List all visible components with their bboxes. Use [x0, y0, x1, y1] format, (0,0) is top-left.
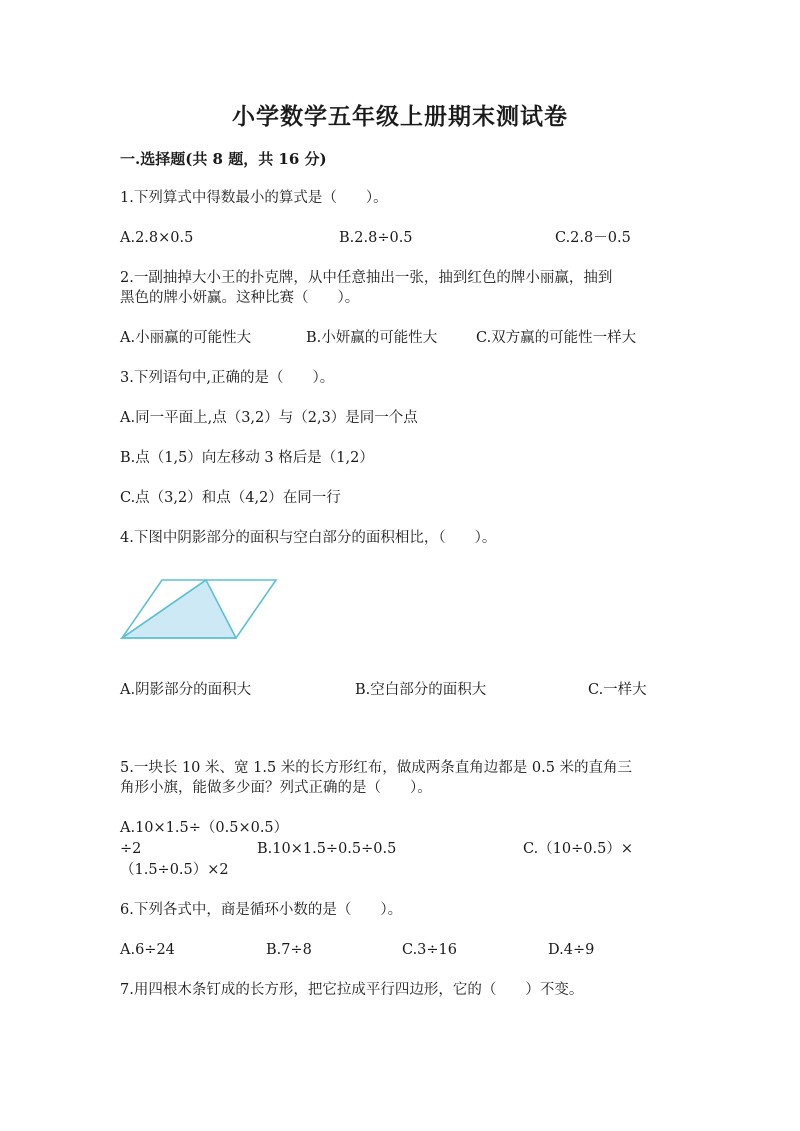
question-1-text: 1.下列算式中得数最小的算式是（ ）。 [120, 190, 388, 206]
question-6-option-b: B.7÷8 [266, 942, 312, 958]
question-4-option-b: B.空白部分的面积大 [355, 682, 487, 698]
question-7-text: 7.用四根木条钉成的长方形，把它拉成平行四边形，它的（ ）不变。 [120, 982, 584, 998]
question-5-option-c-line-2: （1.5÷0.5）×2 [120, 862, 229, 878]
question-2-text-line-2: 黑色的牌小妍赢。这种比赛（ ）。 [120, 290, 360, 306]
question-4-option-a: A.阴影部分的面积大 [120, 682, 252, 698]
question-2-option-c: C.双方赢的可能性一样大 [476, 330, 637, 346]
question-3-text: 3.下列语句中,正确的是（ ）。 [120, 370, 335, 386]
section-heading: 一.选择题(共 8 题，共 16 分) [120, 150, 327, 168]
question-6-text: 6.下列各式中，商是循环小数的是（ ）。 [120, 902, 403, 918]
question-3-option-c: C.点（3,2）和点（4,2）在同一行 [120, 490, 341, 506]
question-1-option-b: B.2.8÷0.5 [339, 230, 413, 246]
question-5-option-c-line-1: C.（10÷0.5）× [523, 841, 633, 857]
question-6-option-a: A.6÷24 [120, 942, 175, 958]
question-4-option-c: C.一样大 [588, 682, 647, 698]
question-2-option-b: B.小妍赢的可能性大 [306, 330, 438, 346]
question-4-text: 4.下图中阴影部分的面积与空白部分的面积相比，（ ）。 [120, 530, 497, 546]
question-5-option-b: B.10×1.5÷0.5÷0.5 [257, 841, 397, 857]
question-6-option-d: D.4÷9 [548, 942, 595, 958]
question-6-option-c: C.3÷16 [402, 942, 458, 958]
question-1-option-c: C.2.8－0.5 [555, 230, 631, 246]
parallelogram-figure [118, 576, 280, 642]
question-5-text-line-1: 5.一块长 10 米、宽 1.5 米的长方形红布，做成两条直角边都是 0.5 米的直角三 [120, 760, 633, 776]
question-2-option-a: A.小丽赢的可能性大 [120, 330, 252, 346]
question-5-option-a-line-1: A.10×1.5÷（0.5×0.5） [120, 820, 289, 836]
shaded-triangle [122, 580, 236, 638]
question-5-text-line-2: 角形小旗，能做多少面？列式正确的是（ ）。 [120, 780, 432, 796]
page-title: 小学数学五年级上册期末测试卷 [232, 103, 568, 130]
question-2-text-line-1: 2.一副抽掉大小王的扑克牌，从中任意抽出一张，抽到红色的牌小丽赢，抽到 [120, 270, 613, 286]
question-3-option-a: A.同一平面上,点（3,2）与（2,3）是同一个点 [120, 410, 418, 426]
question-3-option-b: B.点（1,5）向左移动 3 格后是（1,2） [120, 450, 374, 466]
question-5-option-a-line-2: ÷2 [120, 841, 142, 857]
question-1-option-a: A.2.8×0.5 [120, 230, 194, 246]
